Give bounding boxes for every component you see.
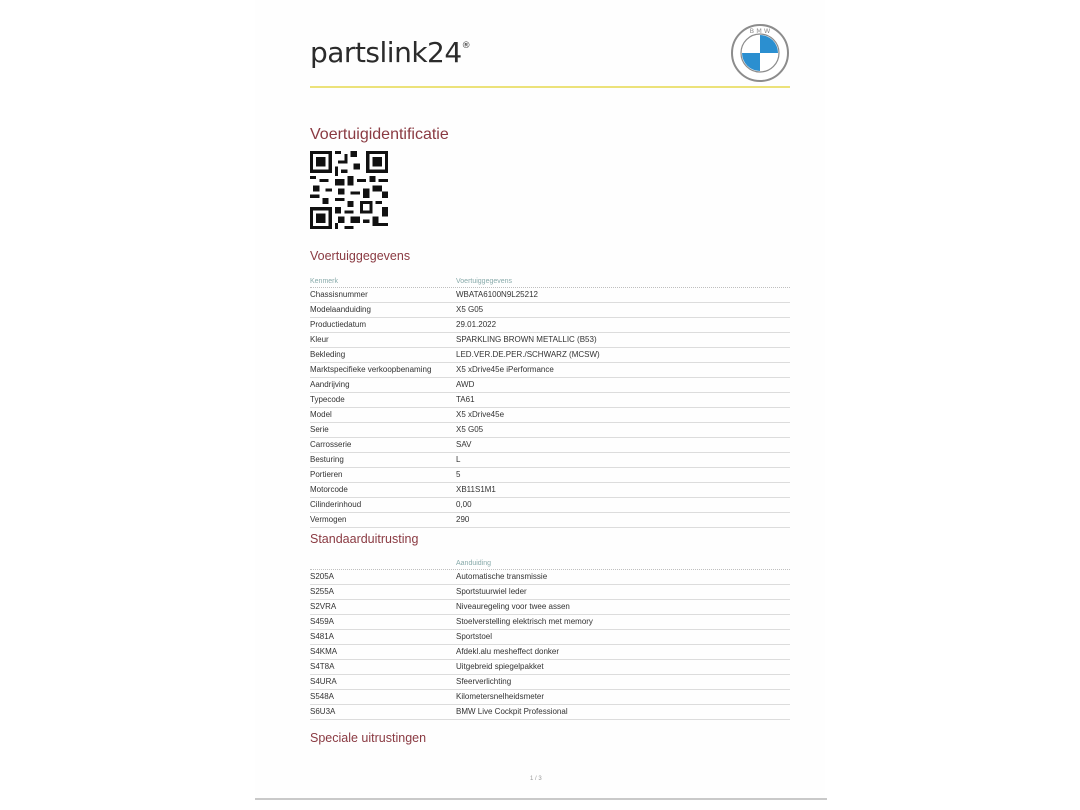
row-key: Modelaanduiding [310, 305, 371, 314]
row-value: XB11S1M1 [456, 485, 496, 494]
row-value: Automatische transmissie [456, 572, 548, 581]
row-key: Bekleding [310, 350, 346, 359]
row-key: S4KMA [310, 647, 338, 656]
special-section-heading: Speciale uitrustingen [310, 731, 427, 745]
table-row [310, 498, 790, 513]
svg-text:B M W: B M W [749, 27, 771, 35]
row-value: BMW Live Cockpit Professional [456, 707, 568, 716]
table-row [310, 318, 790, 333]
row-key: S481A [310, 632, 335, 641]
table-row [310, 630, 790, 645]
page-title: Voertuigidentificatie [310, 126, 449, 143]
row-key: S4T8A [310, 662, 335, 671]
table-row [310, 690, 790, 705]
row-key: Aandrijving [310, 380, 350, 389]
row-key: Productiedatum [310, 320, 367, 329]
row-value: AWD [456, 380, 475, 389]
row-key: S2VRA [310, 602, 337, 611]
table-header [310, 276, 790, 288]
row-key: Vermogen [310, 515, 347, 524]
row-key: Marktspecifieke verkoopbenaming [310, 365, 432, 374]
row-value: WBATA6100N9L25212 [456, 290, 538, 299]
column-header: Kenmerk [310, 278, 339, 285]
row-key: Serie [310, 425, 329, 434]
row-key: Besturing [310, 455, 344, 464]
table-row [310, 423, 790, 438]
row-value: X5 G05 [456, 305, 484, 314]
row-key: Motorcode [310, 485, 348, 494]
row-key: S4URA [310, 677, 337, 686]
header-divider [310, 86, 790, 88]
row-value: 5 [456, 470, 461, 479]
row-key: S459A [310, 617, 335, 626]
column-header: Voertuiggegevens [456, 278, 513, 285]
row-value: TA61 [456, 395, 475, 404]
table-row [310, 438, 790, 453]
row-value: SAV [456, 440, 472, 449]
table-row [310, 393, 790, 408]
row-key: S255A [310, 587, 335, 596]
row-value: Sfeerverlichting [456, 677, 512, 686]
table-row [310, 660, 790, 675]
partslink24-logo: partslink24® [310, 36, 471, 69]
table-row [310, 570, 790, 585]
table-row [310, 600, 790, 615]
row-value: Uitgebreid spiegelpakket [456, 662, 544, 671]
row-key: Model [310, 410, 332, 419]
table-row [310, 288, 790, 303]
row-value: Stoelverstelling elektrisch met memory [456, 617, 593, 626]
table-row [310, 333, 790, 348]
table-row [310, 453, 790, 468]
table-row [310, 408, 790, 423]
row-key: Portieren [310, 470, 343, 479]
bmw-logo-icon [731, 24, 789, 82]
table-row [310, 645, 790, 660]
row-key: S548A [310, 692, 335, 701]
row-key: Typecode [310, 395, 345, 404]
row-value: 290 [456, 515, 470, 524]
table-row [310, 303, 790, 318]
row-key: Kleur [310, 335, 329, 344]
row-value: Sportstoel [456, 632, 493, 641]
row-value: 0,00 [456, 500, 472, 509]
row-value: X5 G05 [456, 425, 484, 434]
row-key: Cilinderinhoud [310, 500, 362, 509]
table-row [310, 705, 790, 720]
table-row [310, 615, 790, 630]
table-row [310, 675, 790, 690]
row-value: X5 xDrive45e [456, 410, 505, 419]
table-row [310, 513, 790, 528]
page-number: 1 / 3 [530, 776, 542, 782]
row-key: S6U3A [310, 707, 336, 716]
table-row [310, 585, 790, 600]
row-key: S205A [310, 572, 335, 581]
row-value: L [456, 455, 461, 464]
vehicle-data-table [310, 276, 790, 528]
table-row [310, 378, 790, 393]
row-value: LED.VER.DE.PER./SCHWARZ (MCSW) [456, 350, 600, 359]
column-header: Aanduiding [456, 560, 492, 567]
row-value: Kilometersnelheidsmeter [456, 692, 545, 701]
row-value: Sportstuurwiel leder [456, 587, 527, 596]
row-value: SPARKLING BROWN METALLIC (B53) [456, 335, 597, 344]
table-row [310, 363, 790, 378]
row-key: Chassisnummer [310, 290, 368, 299]
row-key: Carrosserie [310, 440, 352, 449]
page-edge [255, 798, 827, 800]
table-row [310, 468, 790, 483]
standard-section-heading: Standaarduitrusting [310, 532, 419, 546]
table-row [310, 483, 790, 498]
qr-code-icon [310, 151, 388, 229]
row-value: X5 xDrive45e iPerformance [456, 365, 554, 374]
table-header [310, 558, 790, 570]
row-value: Niveauregeling voor twee assen [456, 602, 570, 611]
standard-equipment-table [310, 558, 790, 720]
vehicle-section-heading: Voertuiggegevens [310, 249, 411, 263]
row-value: Afdekl.alu mesheffect donker [456, 647, 560, 656]
table-row [310, 348, 790, 363]
row-value: 29.01.2022 [456, 320, 497, 329]
